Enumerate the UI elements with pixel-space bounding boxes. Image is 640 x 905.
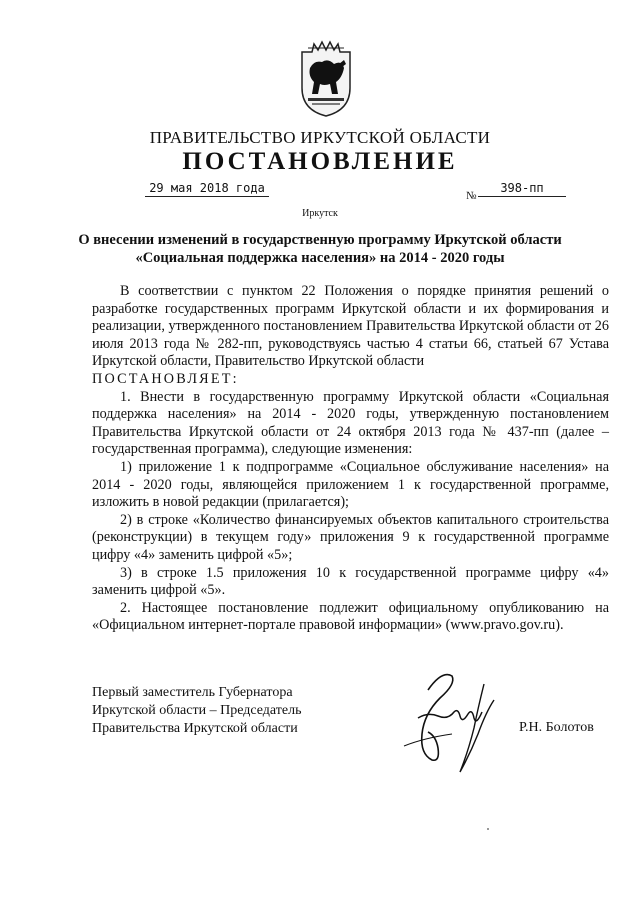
scan-speck [487,828,489,830]
subject-line-2: «Социальная поддержка населения» на 2014 - 2020 годы [135,250,505,266]
item-1-3-paragraph: 3) в строке 1.5 приложения 10 к государственной программе цифру «4» заменить цифрой «5». [92,564,609,599]
signatory-position [92,684,301,738]
document-body [92,283,609,635]
document-type: ПОСТАНОВЛЕНИЕ [182,148,458,175]
decree-word: ПОСТАНОВЛЯЕТ: [92,370,239,387]
document-date: 29 мая 2018 года [145,181,269,197]
position-line-3: Правительства Иркутской области [92,721,298,736]
subject-line-1: О внесении изменений в государственную программу Иркутской области [78,232,562,248]
item-1-1-paragraph: 1) приложение 1 к подпрограмме «Социальное обслуживание населения» на 2014 - 2020 годы, являющейся приложением 1 к государственной программе, изложить в новой редакции (прилагается); [92,458,609,511]
position-line-1: Первый заместитель Губернатора [92,685,293,700]
number-sign: № [466,190,477,202]
item-1-paragraph: 1. Внести в государственную программу Иркутской области «Социальная поддержка населения» на 2014 - 2020 годы, утвержденную постановлением Правительства Иркутской области от 24 октября 2013 года № 437-пп (далее – государственная программа), следующие изменения: [92,388,609,458]
irkutsk-coat-of-arms-icon [298,38,354,118]
document-subject [60,231,580,267]
preamble-paragraph: В соответствии с пунктом 22 Положения о порядке принятия решений о разработке государственных программ Иркутской области и их формирования и реализации, утвержденного постановлением Правительства Иркутской области от 26 июля 2013 года № 282-пп, руководствуясь частью 4 статьи 66, статьей 67 Устава Иркутской области, Правительство Иркутской области [92,283,609,370]
document-city: Иркутск [302,208,338,219]
item-1-2-paragraph: 2) в строке «Количество финансируемых объектов капитального строительства (реконструкции) в текущем году» приложения 9 к государственной программе цифру «4» заменить цифрой «5»; [92,511,609,563]
handwritten-signature [398,668,510,780]
document-number: 398-пп [478,181,566,197]
item-2-paragraph: 2. Настоящее постановление подлежит официальному опубликованию на «Официальном интернет-портале правовой информации» (www.pravo.gov.ru). [92,599,609,634]
signatory-name: Р.Н. Болотов [519,720,594,735]
government-name: ПРАВИТЕЛЬСТВО ИРКУТСКОЙ ОБЛАСТИ [149,128,491,147]
position-line-2: Иркутской области – Председатель [92,703,302,718]
